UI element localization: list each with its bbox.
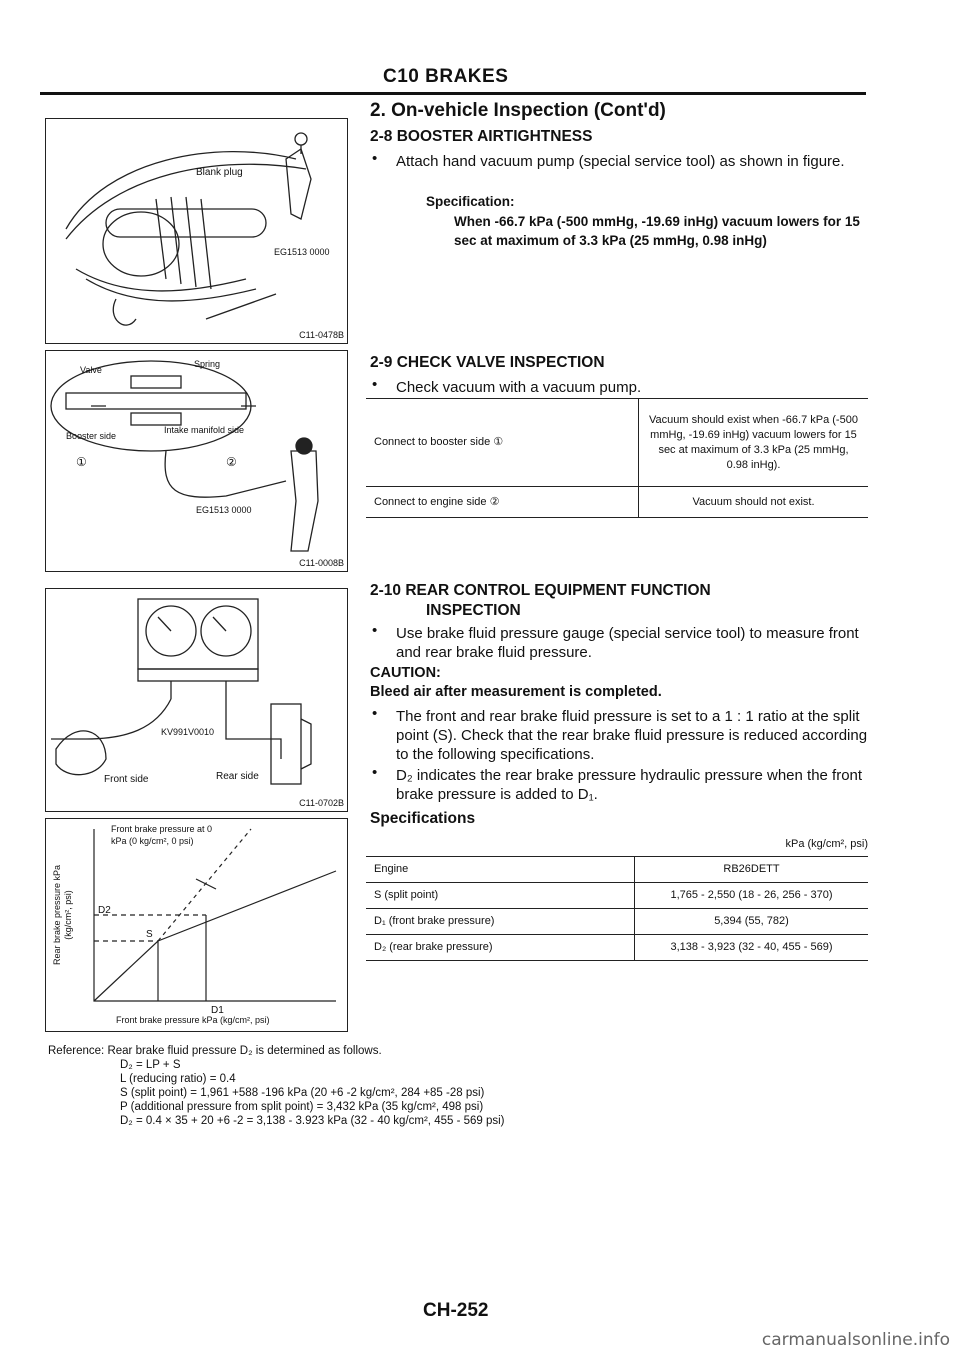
graph-y-label: Rear brake pressure kPa (kg/cm², psi) <box>52 864 73 966</box>
pressure-graph <box>46 819 347 1031</box>
table-row <box>366 909 868 935</box>
label-intake-side: Intake manifold side <box>164 425 245 435</box>
label-valve: Valve <box>80 365 102 375</box>
page-header: C10 BRAKES <box>383 66 509 87</box>
reference-line: D₂ = 0.4 × 35 + 20 +6 -2 = 3,138 - 3.923 kPa (32 - 40 kg/cm², 455 - 569 psi) <box>120 1115 505 1127</box>
bullet-dot: • <box>372 764 378 781</box>
label-front-side: Front side <box>104 774 149 785</box>
table-cell: 3,138 - 3,923 (32 - 40, 455 - 569) <box>635 935 869 961</box>
figure-code: C11-0478B <box>299 330 344 340</box>
label-tool-number: EG1513 0000 <box>274 247 330 257</box>
bullet-text: Check vacuum with a vacuum pump. <box>396 379 642 396</box>
table-cell: RB26DETT <box>635 857 869 883</box>
heading-2-8: 2-8 BOOSTER AIRTIGHTNESS <box>370 128 593 145</box>
bullet-dot: • <box>372 376 378 393</box>
bullet-dot: • <box>372 622 378 639</box>
figure-check-valve <box>45 350 348 572</box>
booster-illustration <box>46 119 347 343</box>
bullet-dot: • <box>372 150 378 167</box>
header-rule <box>40 92 866 95</box>
label-two: ② <box>226 455 237 469</box>
bullet-text: The front and rear brake fluid pressure is set to a 1 : 1 ratio at the split point (S). Check that the rear brake fluid pressure is reduced according to the following specifications. <box>396 708 868 763</box>
table-cell: 1,765 - 2,550 (18 - 26, 256 - 370) <box>635 883 869 909</box>
spec-text: When -66.7 kPa (-500 mmHg, -19.69 inHg) vacuum lowers for 15 sec at maximum of 3.3 kPa (25 mmHg, 0.98 inHg) <box>454 214 860 248</box>
table-row <box>366 399 868 487</box>
bullet-text: Attach hand vacuum pump (special service tool) as shown in figure. <box>396 153 845 170</box>
reference-line: Reference: Rear brake fluid pressure D₂ is determined as follows. <box>48 1045 382 1057</box>
label-front-brake-note: Front brake pressure at 0 kPa (0 kg/cm², 0 psi) <box>111 824 213 846</box>
specs-heading: Specifications <box>370 810 476 827</box>
label-spring: Spring <box>194 359 221 369</box>
table-cell: 5,394 (55, 782) <box>635 909 869 935</box>
heading-2-10-cont: INSPECTION <box>426 602 521 619</box>
bullet-text: D₂ indicates the rear brake pressure hydraulic pressure when the front brake pressure is added to D₁. <box>396 767 863 803</box>
label-d1: D1 <box>211 1005 224 1016</box>
heading-2-10: 2-10 REAR CONTROL EQUIPMENT FUNCTION <box>370 582 711 599</box>
gauge-illustration <box>46 589 347 811</box>
caution-label: CAUTION: <box>370 665 441 681</box>
label-rear-side: Rear side <box>216 771 259 782</box>
reference-line: S (split point) = 1,961 +588 -196 kPa (20 +6 -2 kg/cm², 284 +85 -28 psi) <box>120 1087 485 1099</box>
spec-label: Specification: <box>426 194 515 209</box>
label-tool-number: KV991V0010 <box>161 727 215 737</box>
label-blank-plug: Blank plug <box>196 167 243 178</box>
label-s: S <box>146 929 153 940</box>
specs-table <box>366 856 868 961</box>
figure-booster-airtightness <box>45 118 348 344</box>
table-cell: Connect to engine side ② <box>374 495 500 508</box>
table-row <box>366 487 868 518</box>
table-row <box>366 857 868 883</box>
reference-line: D₂ = LP + S <box>120 1059 181 1071</box>
reference-line: P (additional pressure from split point) = 3,432 kPa (35 kg/cm², 498 psi) <box>120 1101 484 1113</box>
watermark: carmanualsonline.info <box>761 1330 950 1350</box>
page-number: CH-252 <box>423 1300 489 1321</box>
table-row <box>366 883 868 909</box>
label-booster-side: Booster side <box>66 431 117 441</box>
table-cell: Engine <box>374 863 409 875</box>
check-valve-table <box>366 398 868 518</box>
label-one: ① <box>76 455 87 469</box>
figure-pressure-gauge <box>45 588 348 812</box>
specs-units: kPa (kg/cm², psi) <box>785 838 868 850</box>
table-row <box>366 935 868 961</box>
table-cell: D₂ (rear brake pressure) <box>374 941 493 953</box>
table-cell: Vacuum should exist when -66.7 kPa (-500 mmHg, -19.69 inHg) vacuum lowers for 15 sec at maximum of 3.3 kPa (25 mmHg, 0.98 inHg). <box>639 399 869 487</box>
caution-text: Bleed air after measurement is completed. <box>370 684 662 700</box>
label-d2: D2 <box>98 905 111 916</box>
label-tool-number: EG1513 0000 <box>196 505 252 515</box>
table-cell: S (split point) <box>374 889 439 901</box>
heading-2-9: 2-9 CHECK VALVE INSPECTION <box>370 354 605 371</box>
figure-code: C11-0008B <box>299 558 344 568</box>
table-cell: Vacuum should not exist. <box>639 487 869 518</box>
bullet-text: Use brake fluid pressure gauge (special service tool) to measure front and rear brake fluid pressure. <box>396 625 859 661</box>
graph-x-label: Front brake pressure kPa (kg/cm², psi) <box>116 1015 270 1025</box>
table-cell: D₁ (front brake pressure) <box>374 915 495 927</box>
section-title: 2. On-vehicle Inspection (Cont'd) <box>370 100 666 121</box>
check-valve-illustration <box>46 351 347 571</box>
table-cell: Connect to booster side ① <box>374 436 504 448</box>
figure-pressure-graph <box>45 818 348 1032</box>
reference-line: L (reducing ratio) = 0.4 <box>120 1073 236 1085</box>
bullet-dot: • <box>372 705 378 722</box>
figure-code: C11-0702B <box>299 798 344 808</box>
